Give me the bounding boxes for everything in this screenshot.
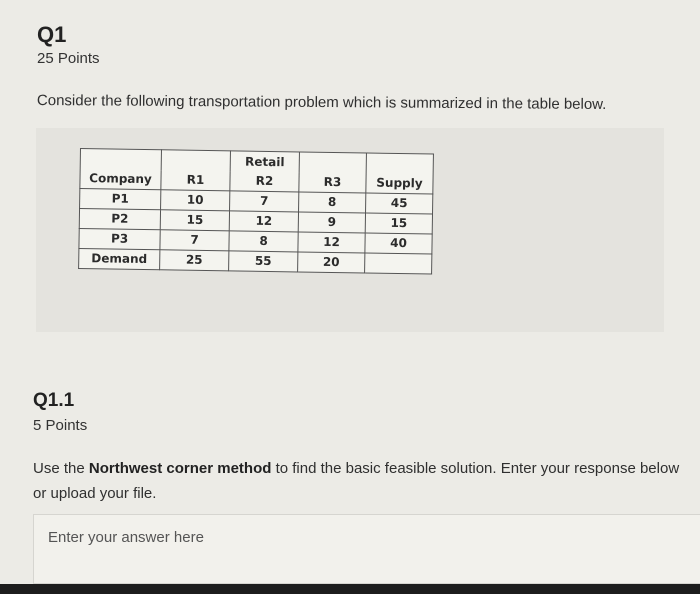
column-header: Company xyxy=(80,169,161,190)
question-title: Q1 xyxy=(37,22,67,47)
subquestion-prompt xyxy=(33,456,693,506)
answer-placeholder: Enter your answer here xyxy=(48,529,204,546)
table-cell: 9 xyxy=(298,211,365,232)
row-label: P3 xyxy=(79,228,160,249)
table-cell: 15 xyxy=(365,212,432,233)
transportation-table-image xyxy=(78,148,434,274)
subquestion-title: Q1.1 xyxy=(33,390,75,411)
table-cell: 8 xyxy=(229,230,298,251)
table-cell: 8 xyxy=(299,191,366,212)
table-cell: 20 xyxy=(298,251,365,272)
row-label: P2 xyxy=(79,208,160,229)
table-cell xyxy=(80,149,161,170)
row-label: Demand xyxy=(79,248,160,269)
question-prompt: Consider the following transportation problem which is summarized in the table below. xyxy=(36,92,607,113)
table-cell: 40 xyxy=(365,232,432,253)
transportation-table xyxy=(78,148,434,274)
question-points: 25 Points xyxy=(37,50,100,67)
column-header: Supply xyxy=(366,173,433,194)
table-cell: 12 xyxy=(229,210,298,231)
prompt-text-before: Use the xyxy=(33,460,89,477)
table-cell: 45 xyxy=(366,192,433,213)
column-header: R1 xyxy=(161,170,230,191)
retail-group-header: Retail xyxy=(230,151,299,172)
column-header: R2 xyxy=(230,171,299,192)
table-cell xyxy=(365,252,432,273)
subquestion-points: 5 Points xyxy=(33,417,88,434)
table-cell xyxy=(299,152,366,173)
table-cell xyxy=(161,150,230,171)
table-cell: 15 xyxy=(160,209,229,230)
table-cell: 12 xyxy=(298,231,365,252)
answer-textarea[interactable] xyxy=(33,514,700,584)
screen-bottom-edge xyxy=(0,584,700,594)
table-cell: 7 xyxy=(160,229,229,250)
table-cell: 25 xyxy=(160,249,229,270)
prompt-method-name: Northwest corner method xyxy=(88,460,272,477)
table-cell xyxy=(366,153,433,174)
prompt-text-after: to find the basic feasible solution. Enter your response below or upload your file. xyxy=(33,460,680,502)
table-cell: 55 xyxy=(229,250,298,271)
row-label: P1 xyxy=(80,188,161,209)
table-cell: 7 xyxy=(230,190,299,211)
column-header: R3 xyxy=(299,172,366,193)
table-cell: 10 xyxy=(161,189,230,210)
